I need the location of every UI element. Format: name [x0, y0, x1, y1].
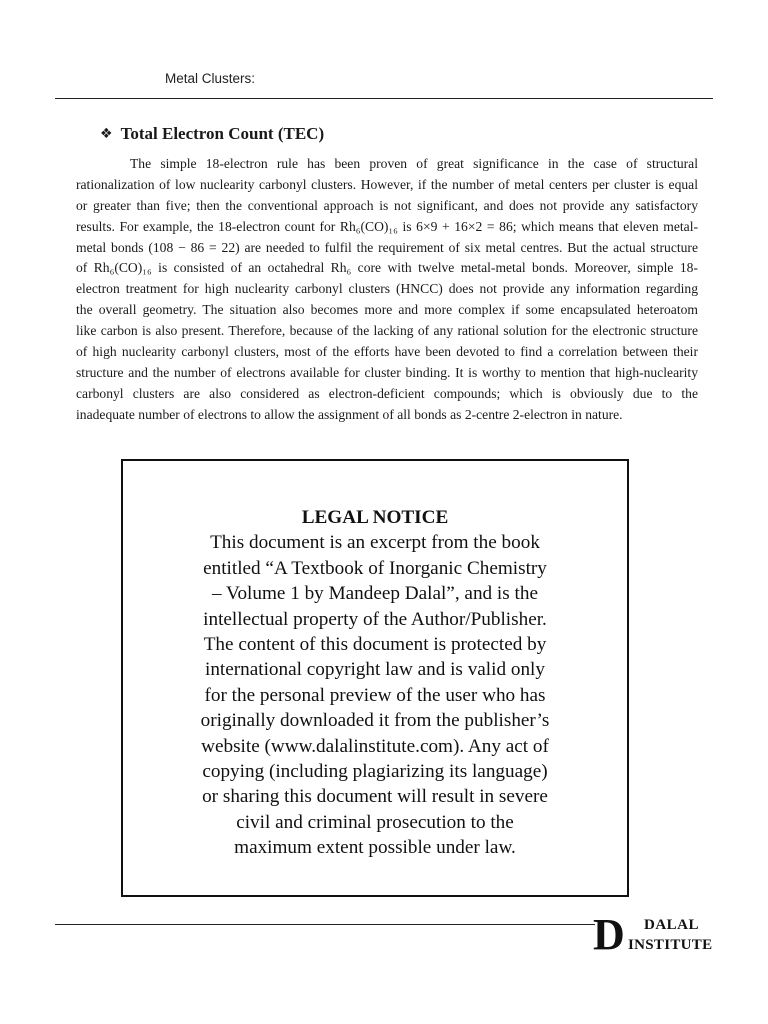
paragraph-line: results. For example, the 18-electron count for Rh₆(CO)₁₆ is 6×9 + 16×2 = 86; which means that eleven metal- — [76, 218, 698, 234]
legal-notice-line: for the personal preview of the user who has — [204, 684, 546, 706]
paragraph-line: like carbon is also present. Therefore, because of the lacking of any rational solution for the electronic structure — [76, 323, 698, 339]
dalal-logo-letter: D — [593, 910, 625, 959]
logo-word-institute: INSTITUTE — [628, 937, 713, 953]
header-divider — [55, 98, 713, 99]
footer-divider — [55, 924, 595, 925]
running-header: Metal Clusters: — [165, 71, 256, 86]
paragraph-line: of high nuclearity carbonyl clusters, most of the efforts have been devoted to find a correlation between their — [76, 344, 698, 360]
diamond-bullet-icon: ❖ — [100, 126, 113, 142]
paragraph-line: metal bonds (108 − 86 = 22) are needed to fulfil the requirement of six metal centres. But the actual structure — [76, 239, 698, 255]
legal-notice-box — [121, 459, 629, 897]
paragraph-line: the overall geometry. The situation also becomes more and more complex if some encapsulated heteroatom — [76, 302, 698, 318]
legal-notice-content — [123, 505, 627, 861]
legal-notice-line: originally downloaded it from the publisher’s — [200, 710, 550, 732]
legal-notice-line: This document is an excerpt from the book — [210, 532, 540, 554]
legal-notice-line: international copyright law and is valid only — [205, 659, 545, 681]
legal-notice-line: or sharing this document will result in severe — [202, 786, 548, 808]
legal-notice-line: civil and criminal prosecution to the — [236, 811, 514, 833]
logo-word-dalal: DALAL — [644, 917, 700, 933]
paragraph-line: carbonyl clusters are also considered as electron-deficient compounds; which is obviously due to the — [76, 385, 698, 401]
paragraph-line: rationalization of low nuclearity carbonyl clusters. However, if the number of metal centers per cluster is equal — [76, 176, 698, 192]
paragraph-line: electron treatment for high nuclearity carbonyl clusters (HNCC) does not provide any information regarding — [76, 281, 698, 297]
legal-notice-title: LEGAL NOTICE — [301, 507, 449, 528]
legal-notice-line: – Volume 1 by Mandeep Dalal”, and is the — [212, 583, 538, 605]
legal-notice-line: copying (including plagiarizing its language) — [202, 761, 548, 783]
legal-notice-line: intellectual property of the Author/Publisher. — [203, 608, 547, 630]
paragraph-line: The simple 18-electron rule has been proven of great significance in the case of structural — [130, 156, 698, 171]
body-paragraph — [76, 154, 698, 426]
paragraph-line: or greater than five; then the conventional approach is not significant, and does not provide any satisfactory — [76, 197, 698, 213]
legal-notice-line: entitled “A Textbook of Inorganic Chemistry — [203, 557, 547, 579]
paragraph-line: structure and the number of electrons available for cluster binding. It is worthy to mention that high-nuclearity — [76, 364, 698, 380]
paragraph-line: of Rh₆(CO)₁₆ is consisted of an octahedral Rh₆ core with twelve metal-metal bonds. Moreover, simple 18- — [76, 260, 698, 276]
legal-notice-line: website (www.dalalinstitute.com). Any act of — [201, 735, 549, 757]
paragraph-line: inadequate number of electrons to allow the assignment of all bonds as 2-centre 2-electron in nature. — [76, 406, 623, 422]
section-heading-text: Total Electron Count (TEC) — [120, 124, 325, 143]
section-heading — [100, 124, 324, 144]
legal-notice-line: The content of this document is protected by — [203, 634, 547, 656]
legal-notice-line: maximum extent possible under law. — [234, 837, 516, 859]
